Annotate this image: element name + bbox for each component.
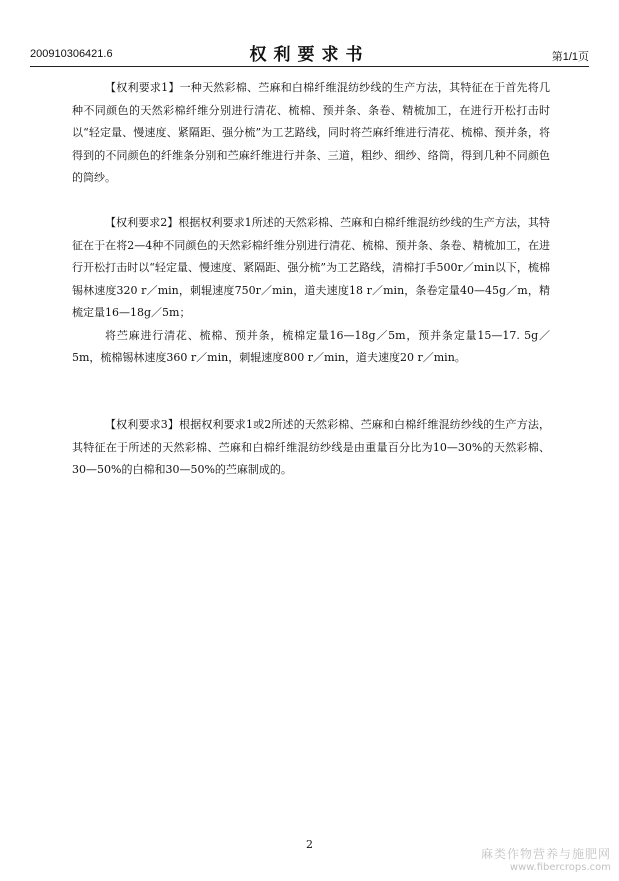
claim-paragraph: 【权利要求1】一种天然彩棉、苎麻和白棉纤维混纺纱线的生产方法，其特征在于首先将几种不同颜色的天然彩棉纤维分别进行清花、梳棉、预并条、条卷、精梳加工，在进行开松打击时以“轻定量、慢速度、紧隔距、强分梳”为工艺路线，同时将苎麻纤维进行清花、梳棉、预并条，将得到的不同颜色的纤维条分别和苎麻纤维进行并条、三道，粗纱、细纱、络筒，得到几种不同颜色的筒纱。 — [72, 81, 550, 184]
application-number: 200910306421.6 — [30, 48, 113, 60]
document-title: 权利要求书 — [249, 45, 370, 65]
watermark-site-name: 麻类作物营养与施肥网 — [480, 847, 611, 861]
claim-1 — [72, 77, 550, 190]
document-header — [30, 38, 589, 68]
claim-paragraph: 【权利要求3】根据权利要求1或2所述的天然彩棉、苎麻和白棉纤维混纺纱线的生产方法，其特征在于所述的天然彩棉、苎麻和白棉纤维混纺纱线是由重量百分比为10—30%的天然彩棉、30—50%的白棉和30—50%的苎麻制成的。 — [72, 418, 550, 476]
page-number: 2 — [306, 838, 313, 851]
claim-paragraph: 将苎麻进行清花、梳棉、预并条，梳棉定量16—18g／5m，预并条定量15—17. 5g／5m，梳棉锡林速度360 r／min，刺辊速度800 r／min，道夫速度20 r／min。 — [72, 328, 550, 364]
claim-paragraph: 【权利要求2】根据权利要求1所述的天然彩棉、苎麻和白棉纤维混纺纱线的生产方法，其特征在于在将2—4种不同颜色的天然彩棉纤维分别进行清花、梳棉、预并条、条卷、精梳加工，在进行开松打击时以“轻定量、慢速度、紧隔距、强分梳”为工艺路线，清棉打手500r／min以下，梳棉锡林速度320 r／min，刺辊速度750r／min，道夫速度18 r／min，条卷定量40—45g／m，精梳定量16—18g／5m； — [72, 216, 550, 319]
claim-2 — [72, 212, 550, 370]
claim-3 — [72, 414, 550, 482]
watermark-url: www.fibercrops.com — [509, 862, 611, 873]
watermark — [481, 845, 611, 873]
header-divider — [30, 66, 589, 67]
page-label: 第1/1页 — [551, 51, 589, 63]
